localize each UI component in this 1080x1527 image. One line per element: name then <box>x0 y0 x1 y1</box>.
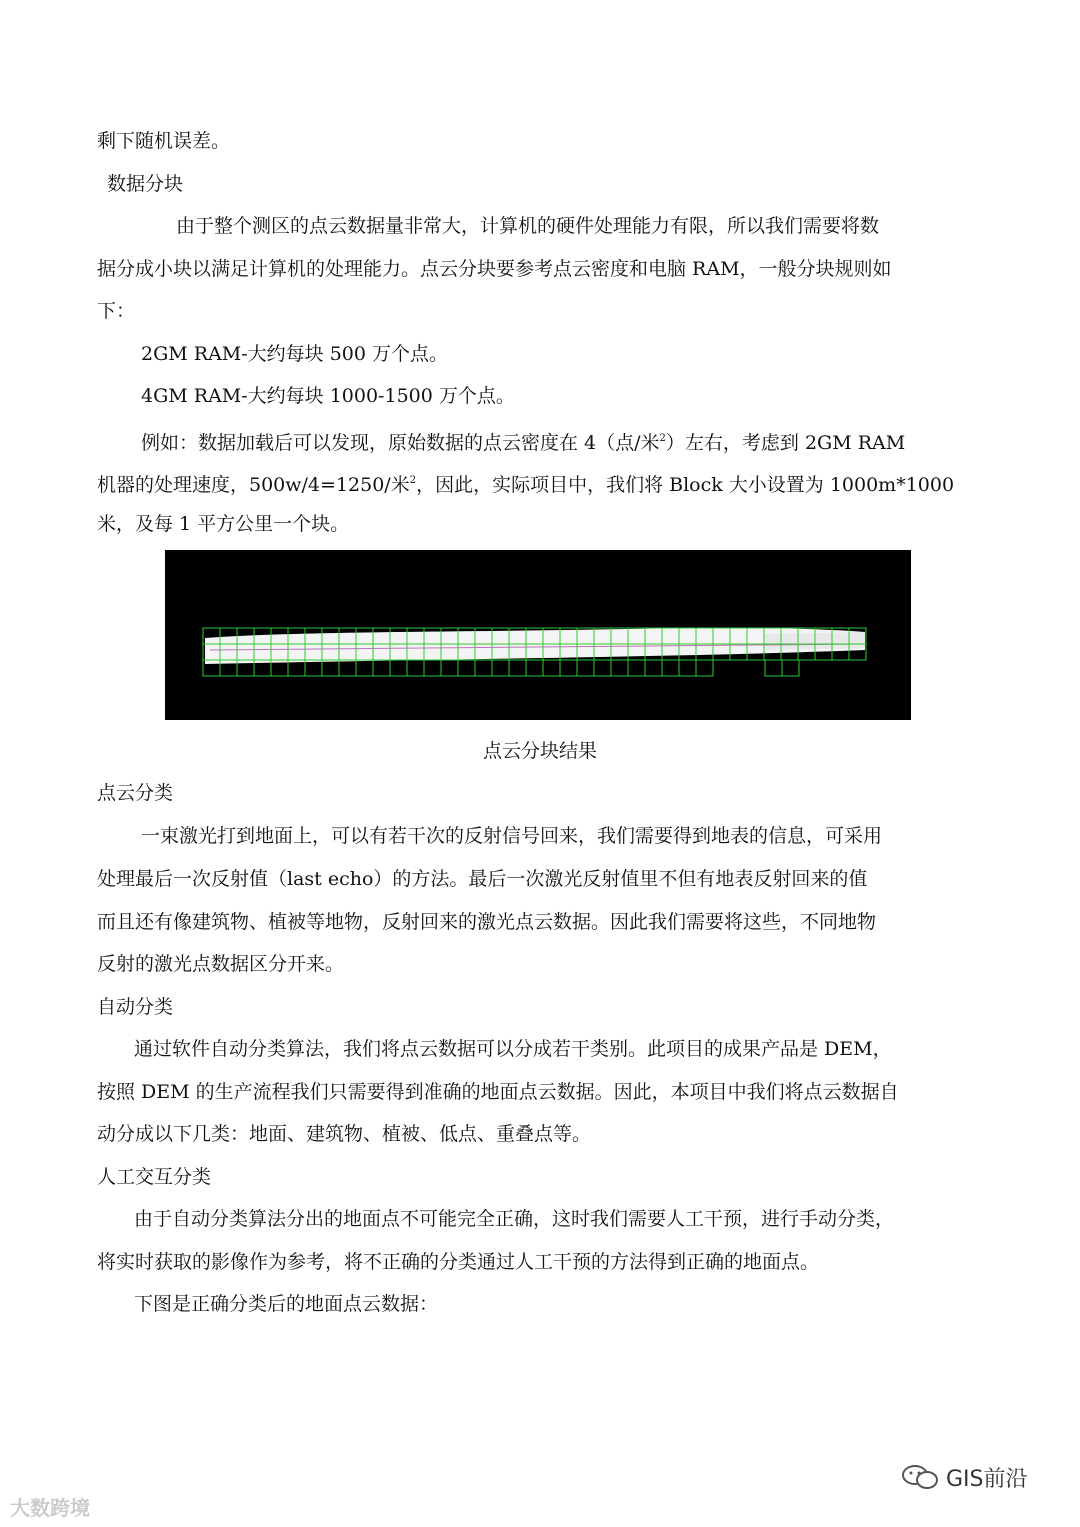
paragraph-text: 下： <box>97 300 136 322</box>
paragraph-text: 按照 DEM 的生产流程我们只需要得到准确的地面点云数据。因此，本项目中我们将点云数据自 <box>97 1081 899 1103</box>
paragraph-text: 处理最后一次反射值（last echo）的方法。最后一次激光反射值里不但有地表反射回来的值 <box>97 868 868 890</box>
grid-block <box>782 660 799 676</box>
grid-block <box>560 660 577 676</box>
grid-block <box>765 660 782 676</box>
example-text: 例如：数据加载后可以发现，原始数据的点云密度在 4（点/米 <box>141 432 660 454</box>
grid-block <box>458 660 475 676</box>
grid-block <box>628 660 645 676</box>
grid-block <box>390 660 407 676</box>
grid-block <box>373 660 390 676</box>
section-heading-manual: 人工交互分类 <box>97 1166 212 1188</box>
rule-item: 2GM RAM-大约每块 500 万个点。 <box>141 343 449 365</box>
paragraph-text: 动分成以下几类：地面、建筑物、植被、低点、重叠点等。 <box>97 1123 592 1145</box>
section-heading-auto: 自动分类 <box>97 996 174 1018</box>
grid-block <box>577 660 594 676</box>
grid-block <box>509 660 526 676</box>
point-cloud-image <box>165 550 911 720</box>
point-cloud-block-figure <box>165 550 911 720</box>
paragraph-text: 剩下随机误差。 <box>97 130 231 152</box>
watermark-left: 大数跨境 <box>10 1496 90 1520</box>
example-text: ）左右，考虑到 2GM RAM <box>665 432 906 454</box>
grid-block <box>696 660 713 676</box>
section-heading-classify: 点云分类 <box>97 782 174 804</box>
paragraph-text: 由于自动分类算法分出的地面点不可能完全正确，这时我们需要人工干预，进行手动分类， <box>134 1208 895 1230</box>
grid-block <box>322 660 339 676</box>
superscript: 2 <box>409 475 417 486</box>
grid-block <box>679 660 696 676</box>
example-text: ，因此，实际项目中，我们将 Block 大小设置为 1000m*1000 <box>416 474 955 496</box>
grid-block <box>441 660 458 676</box>
watermark-right <box>900 1460 1028 1494</box>
grid-block <box>611 660 628 676</box>
paragraph-text: 反射的激光点数据区分开来。 <box>97 953 345 975</box>
rule-item: 4GM RAM-大约每块 1000-1500 万个点。 <box>141 385 515 407</box>
example-line <box>141 426 905 456</box>
grid-block <box>662 660 679 676</box>
grid-block <box>288 660 305 676</box>
grid-block <box>492 660 509 676</box>
grid-block <box>305 660 322 676</box>
wechat-icon <box>900 1462 940 1492</box>
grid-block <box>407 660 424 676</box>
grid-block <box>475 660 492 676</box>
section-heading-block: 数据分块 <box>107 173 184 195</box>
paragraph-text: 通过软件自动分类算法，我们将点云数据可以分成若干类别。此项目的成果产品是 DEM， <box>134 1038 892 1060</box>
paragraph-text: 由于整个测区的点云数据量非常大，计算机的硬件处理能力有限，所以我们需要将数 <box>176 215 880 237</box>
grid-block <box>543 660 560 676</box>
paragraph-text: 而且还有像建筑物、植被等地物，反射回来的激光点云数据。因此我们需要将这些，不同地物 <box>97 911 877 933</box>
figure-caption: 点云分块结果 <box>482 740 597 762</box>
grid-block <box>424 660 441 676</box>
grid-block <box>594 660 611 676</box>
paragraph-text: 将实时获取的影像作为参考，将不正确的分类通过人工干预的方法得到正确的地面点。 <box>97 1251 820 1273</box>
paragraph-text: 据分成小块以满足计算机的处理能力。点云分块要参考点云密度和电脑 RAM，一般分块规则如 <box>97 258 892 280</box>
grid-block <box>645 660 662 676</box>
watermark-right-text: GIS前沿 <box>946 1466 1028 1492</box>
paragraph-text: 米，及每 1 平方公里一个块。 <box>97 513 350 535</box>
example-text: 机器的处理速度，500w/4=1250/米 <box>97 474 410 496</box>
superscript: 2 <box>659 433 666 444</box>
example-line <box>97 468 954 498</box>
grid-block <box>339 660 356 676</box>
paragraph-text: 下图是正确分类后的地面点云数据： <box>134 1293 439 1315</box>
paragraph-text: 一束激光打到地面上，可以有若干次的反射信号回来，我们需要得到地表的信息，可采用 <box>141 825 883 847</box>
grid-block <box>526 660 543 676</box>
grid-block <box>356 660 373 676</box>
